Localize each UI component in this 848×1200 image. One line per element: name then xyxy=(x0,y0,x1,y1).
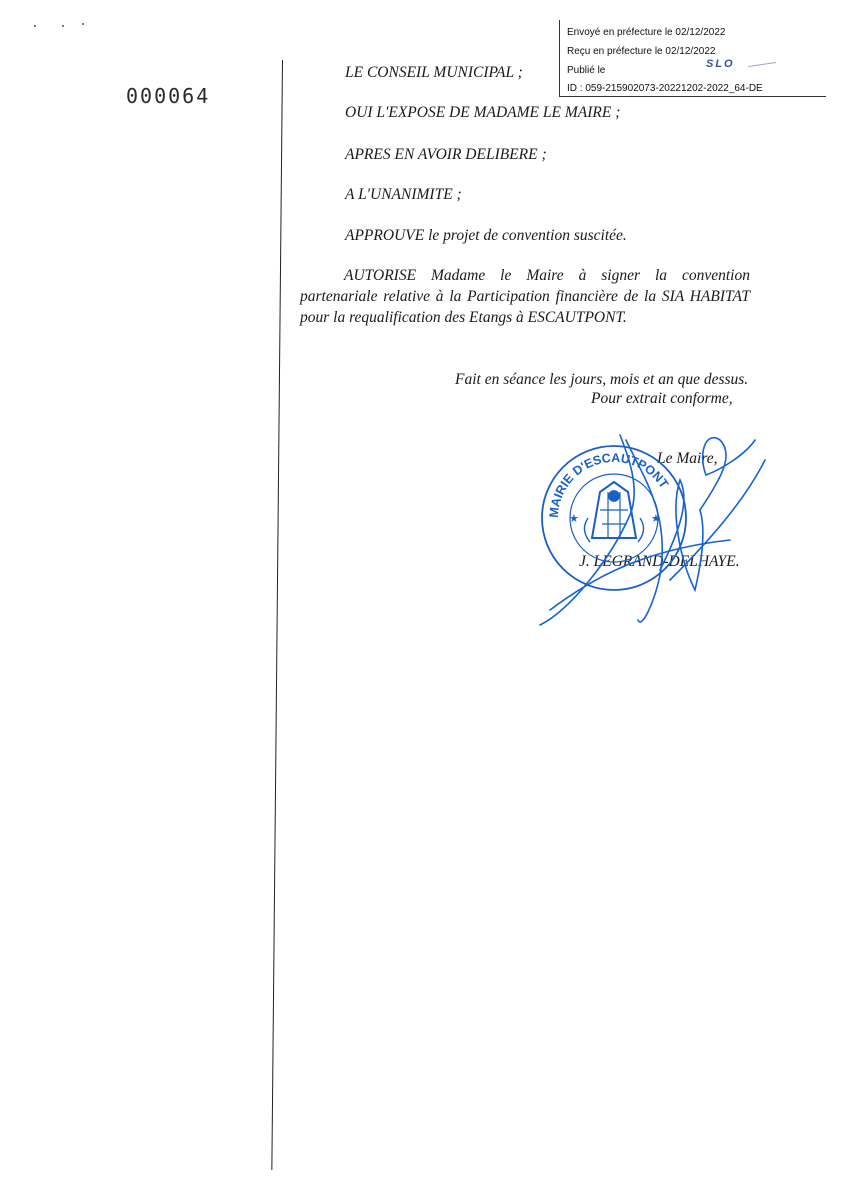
stamp-published: Publié le xyxy=(567,65,606,76)
seal-star-icon: ★ xyxy=(651,513,661,525)
municipal-seal xyxy=(542,446,686,590)
seal-text-path: MAIRIE D'ESCAUTPONT xyxy=(546,450,672,519)
authorize-paragraph xyxy=(300,265,750,328)
slo-logo-tail xyxy=(748,62,776,67)
authorize-keyword: AUTORISE xyxy=(344,267,417,284)
deliberation-line: APRES EN AVOIR DELIBERE ; xyxy=(345,146,547,163)
prefecture-stamp xyxy=(559,20,826,97)
approve-line xyxy=(345,227,627,245)
seal-star-icon: ★ xyxy=(569,513,579,525)
page-number: 000064 xyxy=(126,84,211,108)
approve-text: le projet de convention suscitée. xyxy=(424,227,627,244)
approve-keyword: APPROUVE xyxy=(345,227,425,244)
mayor-title: Le Maire, xyxy=(657,450,718,467)
closing-line: Fait en séance les jours, mois et an que dessus. xyxy=(455,371,749,388)
unanimity-line: A L'UNANIMITE ; xyxy=(345,186,462,203)
stamp-sent-date: Envoyé en préfecture le 02/12/2022 xyxy=(567,27,726,38)
certified-line: Pour extrait conforme, xyxy=(591,390,733,407)
council-heading: LE CONSEIL MUNICIPAL ; xyxy=(345,64,523,81)
scan-speck xyxy=(82,23,84,25)
expose-line: OUI L'EXPOSE DE MADAME LE MAIRE ; xyxy=(345,104,621,121)
mayor-name: J. LEGRAND-DELHAYE. xyxy=(579,553,740,570)
stamp-id: ID : 059-215902073-20221202-2022_64-DE xyxy=(567,83,763,94)
slo-logo: SLO xyxy=(706,58,735,70)
seal-and-signature xyxy=(530,420,790,640)
scan-speck xyxy=(62,25,64,27)
stamp-received-date: Reçu en préfecture le 02/12/2022 xyxy=(567,46,716,57)
authorize-text: Madame le Maire à signer la convention partenariale relative à la Participation financière de la SIA HABITAT pour la requalification des Etangs à ESCAUTPONT. xyxy=(300,267,750,326)
margin-line xyxy=(271,60,283,1170)
scan-speck xyxy=(34,25,36,27)
